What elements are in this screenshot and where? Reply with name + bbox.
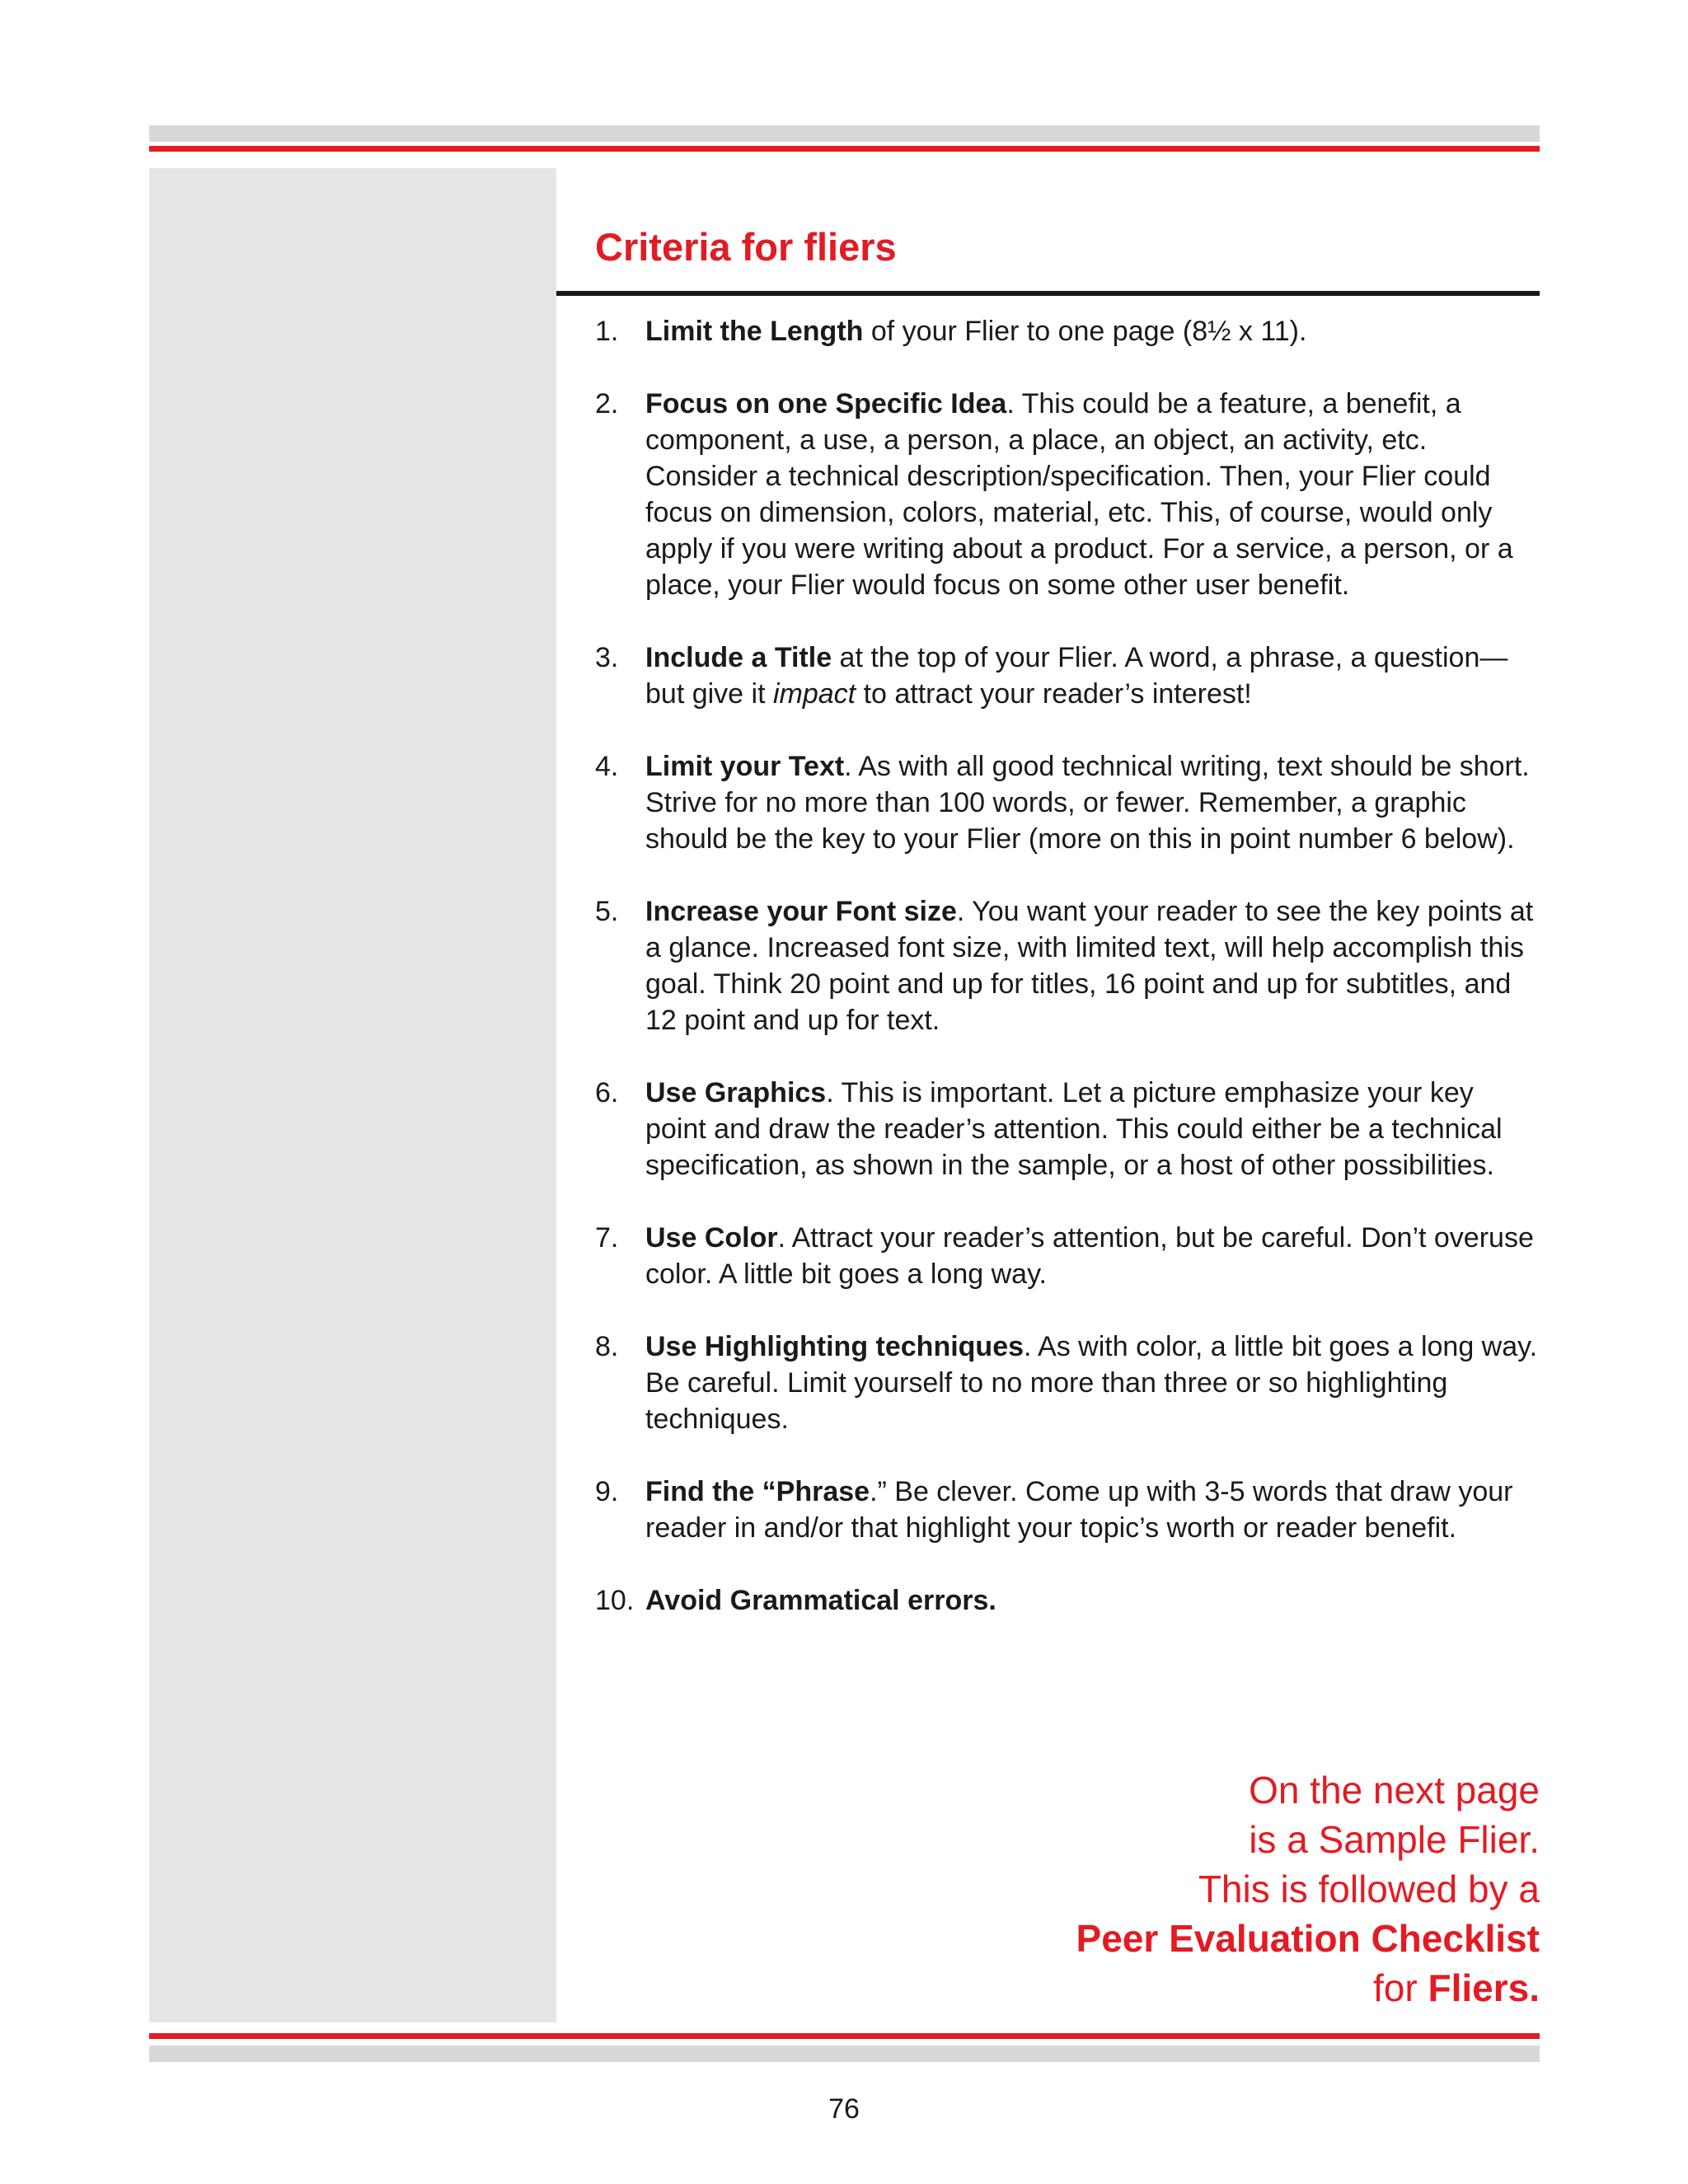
item-number: 3.: [595, 642, 619, 673]
list-item: [595, 386, 1540, 603]
bottom-red-rule: [149, 2033, 1540, 2039]
item-number: 10.: [595, 1585, 635, 1616]
item-description: . This could be a feature, a benefit, a component, a use, a person, a place, an object, an activity, etc. Consider a technical description/specification. Then, your Flier could focus on dimension, colors, material, etc. This, of course, would only apply if you were writing about a product. For a service, a person, or a place, your Flier would focus on some other user benefit.: [645, 388, 1513, 601]
item-key-phrase: Avoid Grammatical errors.: [645, 1585, 996, 1616]
item-key-phrase: Use Color: [645, 1222, 778, 1254]
item-key-phrase: Focus on one Specific Idea: [645, 388, 1007, 419]
list-item: [595, 748, 1540, 857]
item-text: [645, 640, 1540, 712]
item-key-phrase: Increase your Font size: [645, 896, 957, 927]
item-description: . As with all good technical writing, text should be short. Strive for no more than 100 words, or fewer. Remember, a graphic should be the key to your Flier (more on this in point number 6 below).: [645, 751, 1530, 855]
item-description: .” Be clever. Come up with 3-5 words that draw your reader in and/or that highlight your topic’s worth or reader benefit.: [645, 1476, 1513, 1544]
page-number: 76: [828, 2093, 860, 2125]
sidebar-panel: [149, 168, 556, 2022]
item-number: 7.: [595, 1222, 619, 1254]
bottom-gray-band: [149, 2046, 1540, 2062]
item-description: . Attract your reader’s attention, but be careful. Don’t overuse color. A little bit goes a long way.: [645, 1222, 1534, 1290]
item-description: of your Flier to one page (8½ x 11).: [863, 316, 1307, 347]
item-key-phrase: Limit your Text: [645, 751, 845, 782]
callout-line: [1076, 1914, 1540, 1963]
item-text: [645, 1220, 1540, 1292]
item-number: 4.: [595, 751, 619, 782]
callout-line: On the next page: [1249, 1769, 1540, 1811]
callout-line: This is followed by a: [1198, 1868, 1540, 1910]
item-key-phrase: Use Graphics: [645, 1077, 827, 1108]
item-description: at the top of your Flier. A word, a phrase, a question—but give it: [645, 642, 1508, 710]
item-number: 1.: [595, 316, 619, 347]
top-gray-band: [149, 125, 1540, 142]
item-emphasis: impact: [772, 678, 856, 710]
item-key-phrase: Include a Title: [645, 642, 832, 673]
next-page-callout: [1076, 1765, 1540, 2013]
item-number: 6.: [595, 1077, 619, 1108]
item-text: [645, 313, 1540, 349]
item-number: 9.: [595, 1476, 619, 1507]
criteria-list: [595, 313, 1540, 1655]
item-description: . As with color, a little bit goes a long way. Be careful. Limit yourself to no more than three or so highlighting techniques.: [645, 1331, 1538, 1435]
item-text: [645, 386, 1540, 603]
callout-checklist-title: Peer Evaluation Checklist: [1076, 1917, 1540, 1960]
item-text: [645, 1582, 1540, 1619]
callout-prefix: for: [1373, 1966, 1428, 2009]
list-item: [595, 640, 1540, 712]
page-title: Criteria for fliers: [595, 225, 897, 269]
list-item: [595, 1075, 1540, 1183]
item-description-end: to attract your reader’s interest!: [856, 678, 1252, 710]
callout-line: is a Sample Flier.: [1249, 1818, 1540, 1861]
title-rule: [556, 291, 1540, 296]
list-item: [595, 1220, 1540, 1292]
item-key-phrase: Use Highlighting techniques: [645, 1331, 1025, 1362]
item-text: [645, 1474, 1540, 1546]
item-number: 8.: [595, 1331, 619, 1362]
item-key-phrase: Limit the Length: [645, 316, 864, 347]
list-item: [595, 313, 1540, 349]
item-text: [645, 1075, 1540, 1183]
item-description: . This is important. Let a picture emphasize your key point and draw the reader’s attention. This could either be a technical specification, as shown in the sample, or a host of other possibilities.: [645, 1077, 1503, 1181]
item-number: 5.: [595, 896, 619, 927]
item-description: . You want your reader to see the key points at a glance. Increased font size, with limited text, will help accomplish this goal. Think 20 point and up for titles, 16 point and up for subtitles, and 12 point and up for text.: [645, 896, 1534, 1036]
item-text: [645, 893, 1540, 1038]
top-red-rule: [149, 146, 1540, 152]
item-key-phrase: Find the “Phrase: [645, 1476, 870, 1507]
callout-line: [1076, 1963, 1540, 2013]
list-item: [595, 1474, 1540, 1546]
item-number: 2.: [595, 388, 619, 419]
list-item: [595, 893, 1540, 1038]
item-text: [645, 1329, 1540, 1437]
list-item: [595, 1582, 1540, 1619]
callout-fliers: Fliers.: [1428, 1966, 1540, 2009]
list-item: [595, 1329, 1540, 1437]
item-text: [645, 748, 1540, 857]
